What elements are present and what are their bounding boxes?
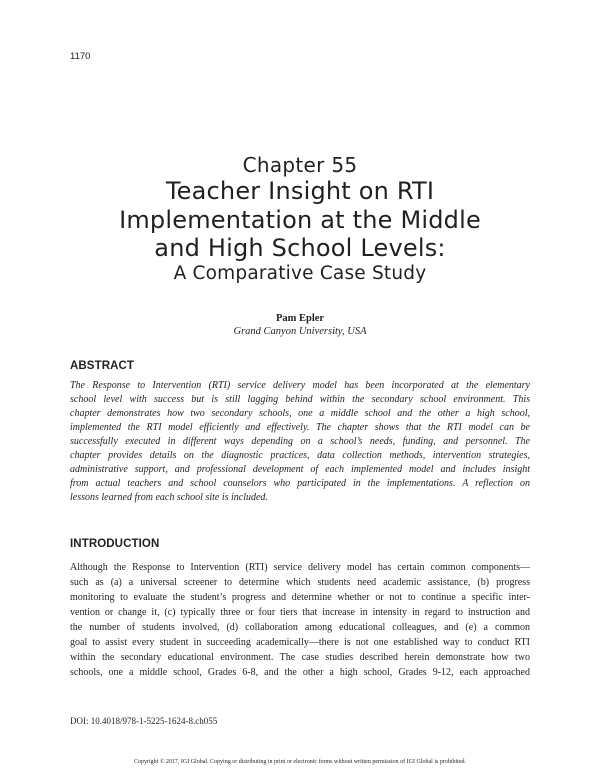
- doi: DOI: 10.4018/978-1-5225-1624-8.ch055: [70, 716, 218, 726]
- copyright-notice: Copyright © 2017, IGI Global. Copying or distributing in print or electronic forms without written permission of IGI Global is prohibited.: [133, 759, 466, 765]
- introduction-line: the number of students involved, (d) collaboration among educational colleagues, and (e) a common: [70, 622, 530, 633]
- abstract-line: successfully executed in different ways depending on a school’s needs, funding, and personnel. The: [70, 436, 530, 447]
- chapter-title-line: and High School Levels:: [154, 234, 446, 262]
- abstract-line: from actual teachers and school counselors who participated in the implementations. A reflection on: [70, 478, 530, 489]
- abstract-line: administrative support, and professional development of each implemented model and includes insight: [70, 464, 530, 475]
- chapter-title: [0, 177, 600, 263]
- introduction-line: vention or change it, (c) typically three or four tiers that increase in intensity in regard to instruction and: [70, 607, 530, 618]
- chapter-title-line: Implementation at the Middle: [119, 205, 481, 234]
- abstract-line: implemented the RTI model efficiently and effectively. The chapter shows that the RTI model can be: [70, 422, 530, 433]
- introduction-line: within the secondary educational environment. The case studies described herein demonstrate how two: [70, 652, 530, 663]
- introduction-line: Although the Response to Intervention (RTI) service delivery model has certain common components—: [70, 562, 530, 573]
- abstract-line: lessons learned from each school site is included.: [70, 492, 268, 503]
- abstract-line: The Response to Intervention (RTI) service delivery model has been incorporated at the elementary: [70, 380, 530, 391]
- introduction-line: monitoring to evaluate the student’s progress and determine whether or not to continue a specific inter-: [70, 592, 530, 603]
- introduction-line: goal to assist every student in succeeding academically—there is not one established way to conduct RTI: [70, 637, 530, 648]
- abstract-heading: ABSTRACT: [70, 360, 135, 372]
- chapter-label: Chapter 55: [242, 153, 358, 177]
- introduction-heading: INTRODUCTION: [70, 538, 160, 550]
- page-number: 1170: [70, 51, 91, 62]
- author-affiliation: Grand Canyon University, USA: [233, 326, 367, 337]
- abstract-line: school level with success but is still lagging behind within the secondary school environment. This: [70, 394, 530, 405]
- abstract-line: chapter demonstrates how two secondary schools, one a middle school and the other a high school,: [70, 408, 530, 419]
- abstract-line: chapter provides details on the diagnostic practices, data collection methods, intervention strategies,: [70, 450, 530, 461]
- author-name: Pam Epler: [275, 313, 325, 324]
- chapter-subtitle: A Comparative Case Study: [173, 263, 427, 284]
- chapter-title-line: Teacher Insight on RTI: [165, 177, 435, 205]
- introduction-line: schools, one a middle school, Grades 6-8, and the other a high school, Grades 9-12, each approached: [70, 667, 530, 678]
- introduction-line: such as (a) a universal screener to determine which students need academic assistance, (b) progress: [70, 577, 530, 588]
